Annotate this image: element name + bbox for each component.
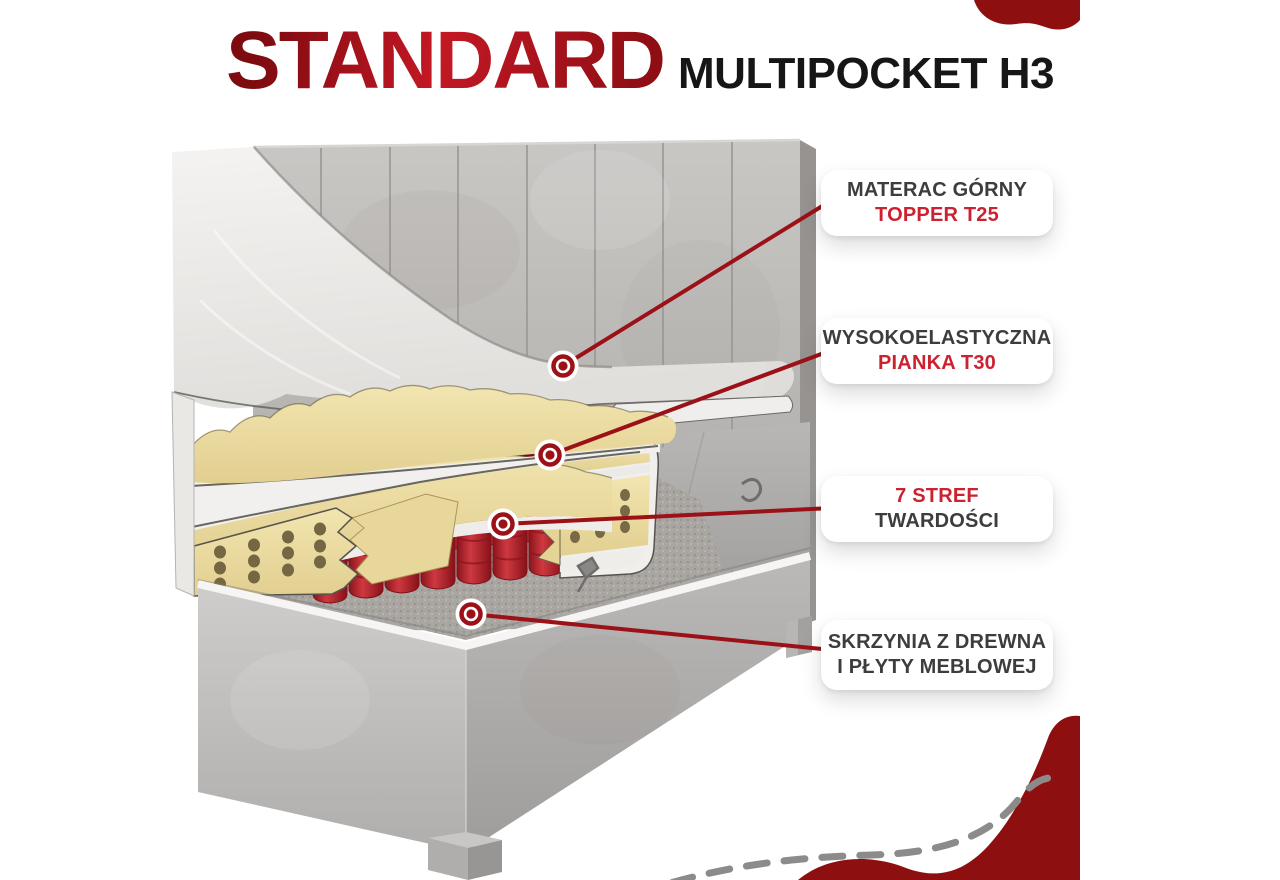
callout-text: TWARDOŚCI xyxy=(874,510,1000,532)
callout-label-box xyxy=(821,620,1053,690)
callout-text: SKRZYNIA Z DREWNA xyxy=(827,631,1047,653)
callout-text: MATERAC GÓRNY xyxy=(846,179,1027,201)
ring-marker-springs xyxy=(488,509,519,540)
callout-label-foam xyxy=(821,318,1053,384)
ring-marker-topper xyxy=(548,351,579,382)
callout-label-zones xyxy=(821,476,1053,542)
callout-label-topper xyxy=(821,170,1053,236)
bed-leg-right xyxy=(786,616,812,658)
ring-marker-foam xyxy=(535,440,566,471)
page-title xyxy=(0,15,1280,106)
callout-text: WYSOKOELASTYCZNA xyxy=(822,327,1052,349)
callout-text: I PŁYTY MEBLOWEJ xyxy=(837,656,1037,678)
bed-leg-front xyxy=(428,832,502,880)
callout-text-highlight: TOPPER T25 xyxy=(875,204,999,226)
ring-marker-box xyxy=(456,599,487,630)
brand-title: STANDARD xyxy=(226,15,665,106)
callout-text-highlight: 7 STREF xyxy=(895,485,979,507)
callout-text-highlight: PIANKA T30 xyxy=(878,352,996,374)
model-title: MULTIPOCKET H3 xyxy=(678,49,1054,98)
mattress-left-side xyxy=(172,392,194,596)
